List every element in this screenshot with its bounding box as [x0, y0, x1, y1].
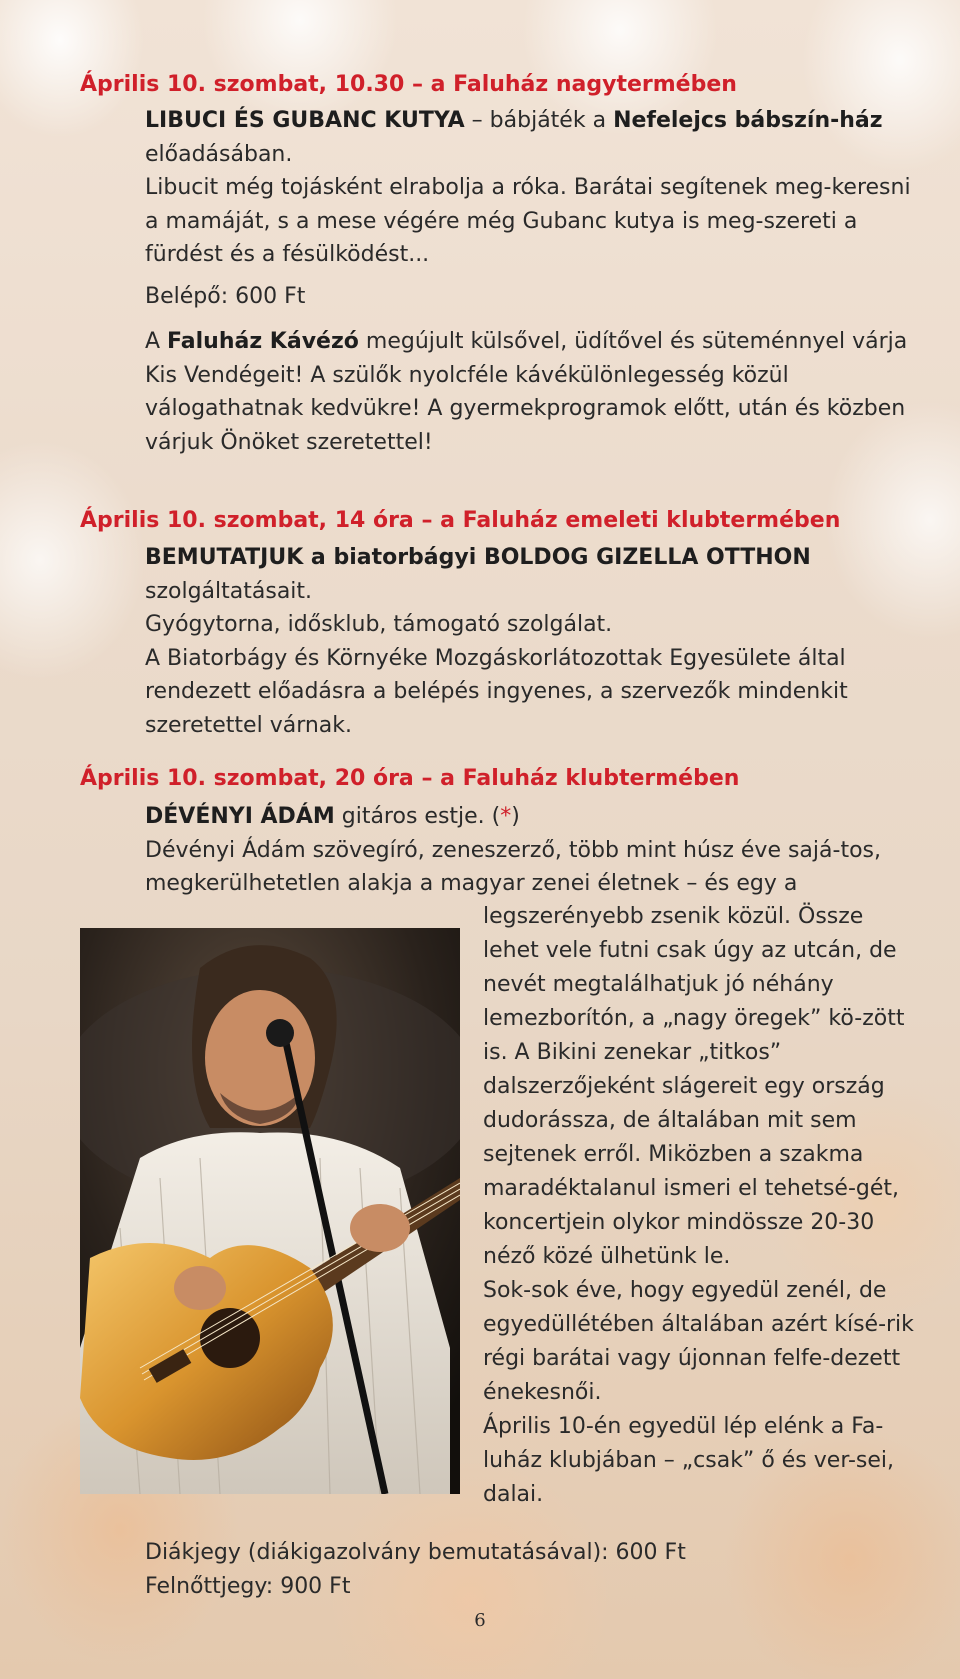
- event2-services: Gyógytorna, idősklub, támogató szolgálat.: [145, 612, 613, 637]
- event3-heading: Április 10. szombat, 20 óra – a Faluház klubtermében: [80, 766, 740, 791]
- event3-note-star: *: [500, 804, 512, 829]
- event3-note-open: (: [491, 804, 501, 829]
- guitarist-illustration: [80, 928, 460, 1494]
- event3-body: [145, 800, 915, 901]
- event1-title-end: előadásában.: [145, 141, 293, 167]
- event3-note-close: ): [511, 804, 520, 829]
- event1-title: [145, 104, 915, 171]
- cafe-text: [145, 325, 915, 459]
- cafe-pre: A: [145, 329, 168, 354]
- event1-title-mid: – bábjáték a: [464, 108, 614, 133]
- price-student: Diákjegy (diákigazolvány bemutatásával): 600 Ft: [145, 1540, 686, 1565]
- event3-column-text2: Sok-sok éve, hogy egyedül zenél, de egyedüllétében általában azért kísé-rik régi barátai vagy újonnan felfe-dezett énekesnői.: [483, 1278, 914, 1405]
- page-number: 6: [474, 1610, 486, 1631]
- event2-heading: Április 10. szombat, 14 óra – a Faluház emeleti klubtermében: [80, 508, 841, 533]
- event3-column-text3: Április 10-én egyedül lép elénk a Fa-luház klubjában – „csak” ő és ver-sei, dalai.: [483, 1414, 894, 1507]
- event1-heading: Április 10. szombat, 10.30 – a Faluház nagytermében: [80, 72, 737, 97]
- event2-title-bold: BEMUTATJUK a biatorbágyi BOLDOG GIZELLA OTTHON: [145, 545, 811, 570]
- event3-title-rest: gitáros estje.: [334, 804, 492, 829]
- event1-title-bold2: Nefelejcs bábszín-ház: [613, 108, 883, 133]
- event2-description: A Biatorbágy és Környéke Mozgáskorlátozottak Egyesülete által rendezett előadásra a belépés ingyenes, a szervezők mindenkit szeretettel várnak.: [145, 645, 848, 738]
- event2-title-rest: szolgáltatásait.: [145, 578, 313, 604]
- event3-column-text: legszerényebb zsenik közül. Össze lehet vele futni csak úgy az utcán, de nevét megtalálhatjuk jó néhány lemezborítón, a „nagy öregek” kö-zött is. A Bikini zenekar „titkos” dalszerzőjeként slágereit egy ország dudorássza, de általában mit sem sejtenek erről. Miközben a szakma maradéktalanul ismeri el tehetsé-gét, koncertjein olykor mindössze 20-30 néző közé ülhetünk le.: [483, 904, 905, 1269]
- cafe-name: Faluház Kávézó: [167, 329, 359, 354]
- event3-column: [483, 900, 923, 1512]
- event3-prices: [145, 1536, 915, 1603]
- event3-title: [145, 800, 915, 834]
- event2-body: [145, 541, 915, 742]
- event2-title: [145, 541, 915, 608]
- price-adult: Felnőttjegy: 900 Ft: [145, 1573, 351, 1599]
- event1-body: [145, 104, 915, 459]
- guitarist-photo: [80, 928, 460, 1494]
- event1-title-bold: LIBUCI ÉS GUBANC KUTYA: [145, 108, 465, 133]
- event1-description: Libucit még tojásként elrabolja a róka. Barátai segítenek meg-keresni a mamáját, s a mese végére még Gubanc kutya is meg-szereti a fürdést és a fésülködést...: [145, 175, 911, 267]
- event3-title-bold: DÉVÉNYI ÁDÁM: [145, 804, 335, 829]
- cafe-desc: megújult külsővel, üdítővel és süteménnyel várja Kis Vendégeit! A szülők nyolcféle kávékülönlegesség közül válogathatnak kedvükre! A gyermekprogramok előtt, után és közben várjuk Önöket szeretettel!: [145, 329, 908, 455]
- event1-price: Belépő: 600 Ft: [145, 283, 306, 309]
- event3-intro: Dévényi Ádám szövegíró, zeneszerző, több mint húsz éve sajá-tos, megkerülhetetlen alakja a magyar zenei életnek – és egy a: [145, 837, 881, 896]
